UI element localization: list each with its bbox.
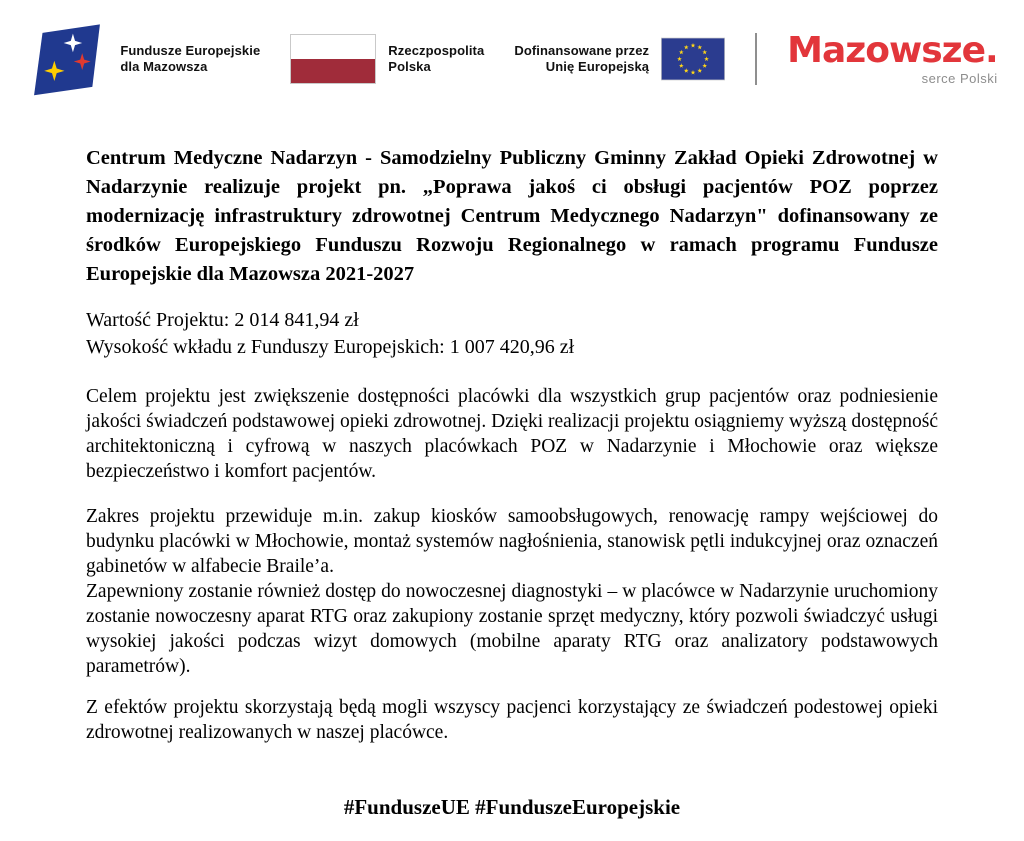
hashtags-line: #FunduszeUE #FunduszeEuropejskie (343, 795, 681, 819)
fe-logo-line1: Fundusze Europejskie (120, 42, 261, 58)
mazowsze-wordmark: Mazowsze. (787, 29, 998, 71)
fe-flag-icon (26, 21, 108, 97)
eu-logo-line1: Dofinansowane przez (514, 42, 650, 58)
fe-logo-line2: dla Mazowsza (120, 59, 208, 74)
project-intro-paragraph: Centrum Medyczne Nadarzyn - Samodzielny Publiczny Gminny Zakład Opieki Zdrowotnej w Nadarzynie realizuje projekt pn. „Poprawa jakoś ci obsługi pacjentów POZ poprzez modernizację infrastruktury zdrowotnej Centrum Medycznego Nadarzyn" dofinansowany ze środków Europejskiego Funduszu Rozwoju Regionalnego w ramach programu Fundusze Europejskie dla Mazowsza 2021-2027 (86, 147, 938, 285)
document-body (86, 144, 938, 820)
eu-logo-caption (514, 43, 649, 76)
project-scope-paragraph-1: Zakres projektu przewiduje m.in. zakup kiosków samoobsługowych, renowację rampy wejściowej do budynku placówki w Młochowie, montaż systemów nagłośnienia, stanowisk pętli indukcyjnej oraz oznaczeń gabinetów w alfabecie Braile’a. (86, 506, 938, 577)
poland-flag-icon (290, 34, 376, 84)
eu-flag-icon (661, 37, 725, 81)
fundusze-europejskie-logo (26, 21, 260, 97)
project-goal-paragraph: Celem projektu jest zwiększenie dostępności placówki dla wszystkich grup pacjentów oraz podniesienie jakości świadczeń podstawowej opieki zdrowotnej. Dzięki realizacji projektu osiągniemy wyższą dostępność architektoniczną i cyfrową w naszych placówkach POZ w Nadarzynie i Młochowie oraz większe bezpieczeństwo i komfort pacjentów. (86, 386, 938, 482)
logo-header (0, 0, 1024, 100)
project-value-eu-contribution: Wysokość wkładu z Funduszy Europejskich: 1 007 420,96 zł (86, 336, 575, 358)
project-values (86, 307, 938, 361)
project-scope-paragraph-2: Zapewniony zostanie również dostęp do nowoczesnej diagnostyki – w placówce w Nadarzynie uruchomiony zostanie nowoczesny aparat RTG oraz zakupiony zostanie sprzęt medyczny, który pozwoli świadczyć usługi wysokiej jakości podczas wizyt domowych (mobilne aparaty RTG oraz analizatory podstawowych parametrów). (86, 581, 938, 677)
project-value-total: Wartość Projektu: 2 014 841,94 zł (86, 309, 359, 331)
pl-logo-line2: Polska (388, 59, 431, 74)
fe-logo-caption (120, 43, 260, 76)
pl-logo-line1: Rzeczpospolita (388, 42, 485, 58)
polska-logo (290, 34, 484, 84)
project-effects-paragraph: Z efektów projektu skorzystają będą mogli wszyscy pacjenci korzystający ze świadczeń podestowej opieki zdrowotnej realizowanych w naszej placówce. (86, 697, 938, 743)
mazowsze-logo (787, 29, 998, 86)
pl-logo-caption (388, 43, 484, 76)
mazowsze-tagline: serce Polski (921, 70, 998, 86)
eu-logo-line2: Unię Europejską (545, 59, 650, 74)
eu-funding-logo (514, 37, 725, 81)
header-divider (755, 33, 757, 85)
